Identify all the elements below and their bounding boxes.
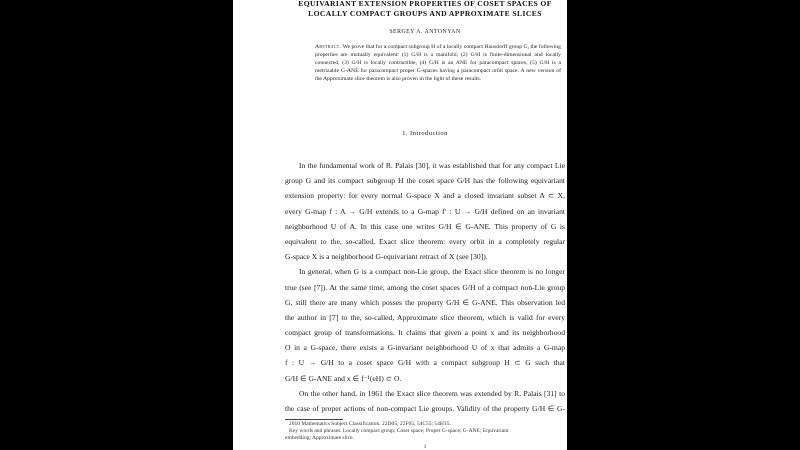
footnote-keywords: Key words and phrases. Locally compact group; Coset space; Proper G-space; G-ANE; Equivariant [289, 428, 509, 434]
body-line: group G and its compact subgroup H the coset space G/H has the following equivariant [285, 176, 565, 186]
body-line: On the other hand, in 1961 the Exact slice theorem was extended by R. Palais [31] to [299, 388, 565, 398]
body-line: every G-map f : A → G/H extends to a G-map f′ : U → G/H defined on an invariant [285, 206, 565, 216]
body-line: compact group of transformations. It claims that given a point x and its neighborhood [285, 328, 565, 338]
body-line: the case of proper actions of non-compact Lie groups. Validity of the property G/H ∈ G- [285, 404, 565, 413]
footnote-keywords-continued: embedding; Approximate slice. [285, 435, 354, 441]
body-line: equivalent to the, so-called, Exact slice theorem: every orbit in a completely regular [285, 236, 565, 246]
body-line: O in a G-space, there exists a G-invariant neighborhood U of x that admits a G-map [285, 343, 565, 353]
abstract-text: We prove that for a compact subgroup H of a locally compact Hausdorff group G, the following properties are mutually equivalent: (1) G/H is a manifold, (2) G/H is finite-dimensional and locally connected, (3) G/H is locally contractible, (4) G/H is an ANE for paracompact spaces, (5) G/H is a metrizable G-ANE for paracompact proper G-spaces having a paracompact orbit space. A new version of the Approximate slice theorem is also proven in the light of these results. [315, 44, 561, 83]
abstract [315, 43, 561, 83]
body-line: G/H ∈ G-ANE and x ∈ f⁻¹(eH) ⊂ O. [285, 373, 402, 383]
body-line: neighborhood U of A. In this case one writes G/H ∈ G-ANE. This property of G is [285, 221, 565, 231]
body-line: In general, when G is a compact non-Lie group, the Exact slice theorem is no longer [299, 267, 565, 277]
page-number: 1 [423, 444, 427, 450]
body-line: f : U → G/H to a coset space G/H with a compact subgroup H ⊂ G such that [285, 358, 565, 368]
abstract-label: Abstract. [315, 44, 342, 50]
paper-page [233, 0, 567, 450]
body-line: the author in [7] to the, so-called, Approximate slice theorem, which is valid for every [285, 312, 565, 322]
body-line: In the fundamental work of R. Palais [30], it was established that for any compact Lie [299, 161, 565, 170]
footnote-rule [285, 419, 343, 420]
body-line: extension property: for every normal G-space X and a closed invariant subset A ⊂ X, [285, 191, 565, 201]
footnote-msc: 2010 Mathematics Subject Classification. 22D05; 22F05; 54C55; 54H15. [289, 421, 451, 427]
paper-title-line-1: EQUIVARIANT EXTENSION PROPERTIES OF COSET SPACES OF [298, 0, 552, 8]
author-name: SERGEY A. ANTONYAN [389, 29, 461, 35]
body-line: true (see [7]). At the same time, among the coset spaces G/H of a compact non-Lie group [285, 282, 565, 292]
body-line: G-space X is a neighborhood G-equivariant retract of X (see [30]). [285, 252, 488, 262]
body-line: G, still there are many which posses the property G/H ∈ G-ANE. This observation led [285, 297, 565, 307]
section-heading-introduction: 1. Introduction [402, 130, 448, 137]
paper-title-line-2: LOCALLY COMPACT GROUPS AND APPROXIMATE SLICES [308, 9, 542, 18]
